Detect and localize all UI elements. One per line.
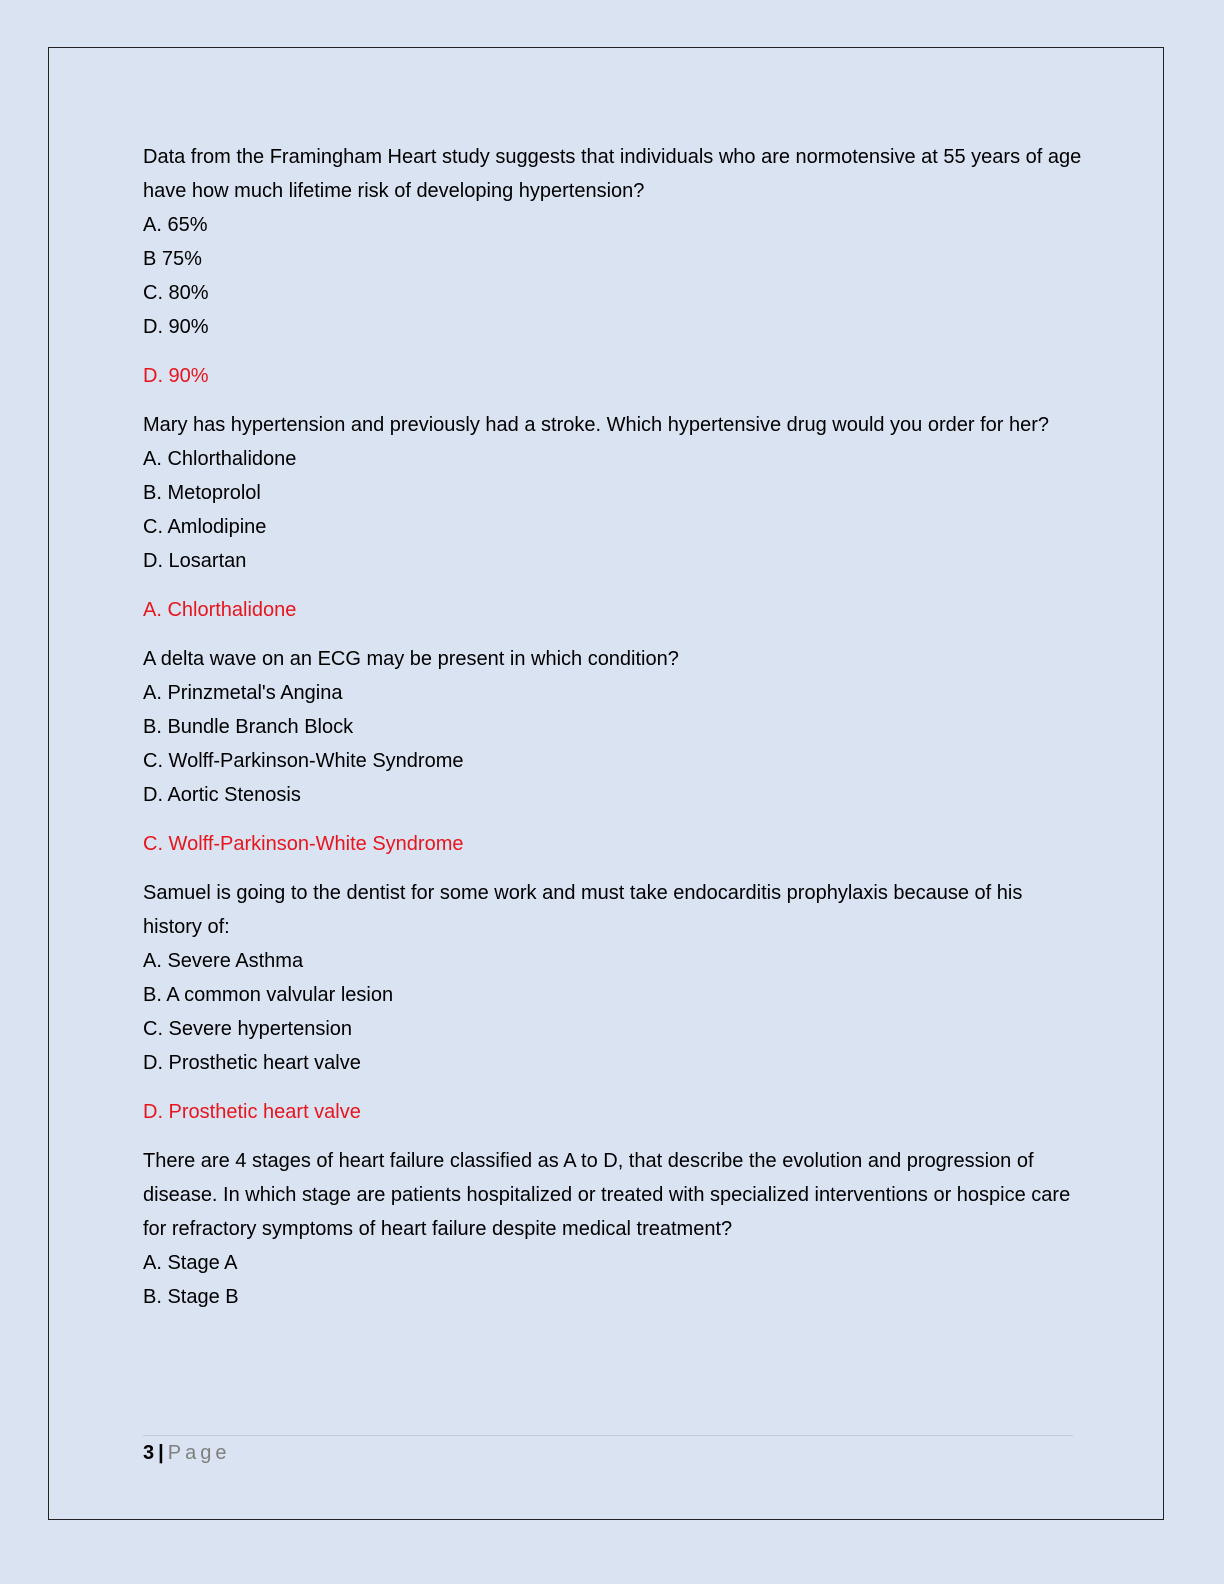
option-a: A. Stage A	[143, 1252, 238, 1274]
question-text: A delta wave on an ECG may be present in which condition?	[143, 648, 679, 670]
option-c: C. 80%	[143, 282, 209, 304]
question-5	[143, 1144, 1083, 1314]
option-c: C. Amlodipine	[143, 516, 267, 538]
page-number: 3	[143, 1442, 155, 1464]
question-4	[143, 876, 1083, 1080]
option-d: D. Losartan	[143, 550, 247, 572]
page-label: Page	[167, 1442, 231, 1464]
option-b: B. Bundle Branch Block	[143, 716, 354, 738]
answer-3: C. Wolff-Parkinson-White Syndrome	[143, 833, 464, 855]
footer-divider	[143, 1435, 1073, 1436]
document-content	[143, 140, 1083, 1329]
question-1	[143, 140, 1083, 344]
option-a: A. Severe Asthma	[143, 950, 304, 972]
page-separator: |	[158, 1442, 164, 1464]
option-d: D. 90%	[143, 316, 209, 338]
page-footer	[143, 1435, 1073, 1464]
option-b: B. A common valvular lesion	[143, 984, 394, 1006]
answer-1: D. 90%	[143, 365, 209, 387]
option-b: B. Stage B	[143, 1286, 239, 1308]
question-2	[143, 408, 1083, 578]
question-text: Data from the Framingham Heart study suggests that individuals who are normotensive at 55 years of age have how much lifetime risk of developing hypertension?	[143, 146, 1082, 202]
option-b: B 75%	[143, 248, 202, 270]
option-d: D. Prosthetic heart valve	[143, 1052, 361, 1074]
option-a: A. 65%	[143, 214, 208, 236]
option-a: A. Chlorthalidone	[143, 448, 297, 470]
answer-4: D. Prosthetic heart valve	[143, 1101, 361, 1123]
answer-2: A. Chlorthalidone	[143, 599, 297, 621]
question-text: There are 4 stages of heart failure classified as A to D, that describe the evolution and progression of disease. In which stage are patients hospitalized or treated with specialized interventions or hospice care for refractory symptoms of heart failure despite medical treatment?	[143, 1150, 1071, 1240]
question-text: Samuel is going to the dentist for some work and must take endocarditis prophylaxis because of his history of:	[143, 882, 1023, 938]
question-3	[143, 642, 1083, 812]
option-b: B. Metoprolol	[143, 482, 261, 504]
page-indicator	[143, 1439, 230, 1467]
option-c: C. Severe hypertension	[143, 1018, 353, 1040]
question-text: Mary has hypertension and previously had a stroke. Which hypertensive drug would you order for her?	[143, 414, 1050, 436]
option-c: C. Wolff-Parkinson-White Syndrome	[143, 750, 464, 772]
option-a: A. Prinzmetal's Angina	[143, 682, 343, 704]
option-d: D. Aortic Stenosis	[143, 784, 301, 806]
